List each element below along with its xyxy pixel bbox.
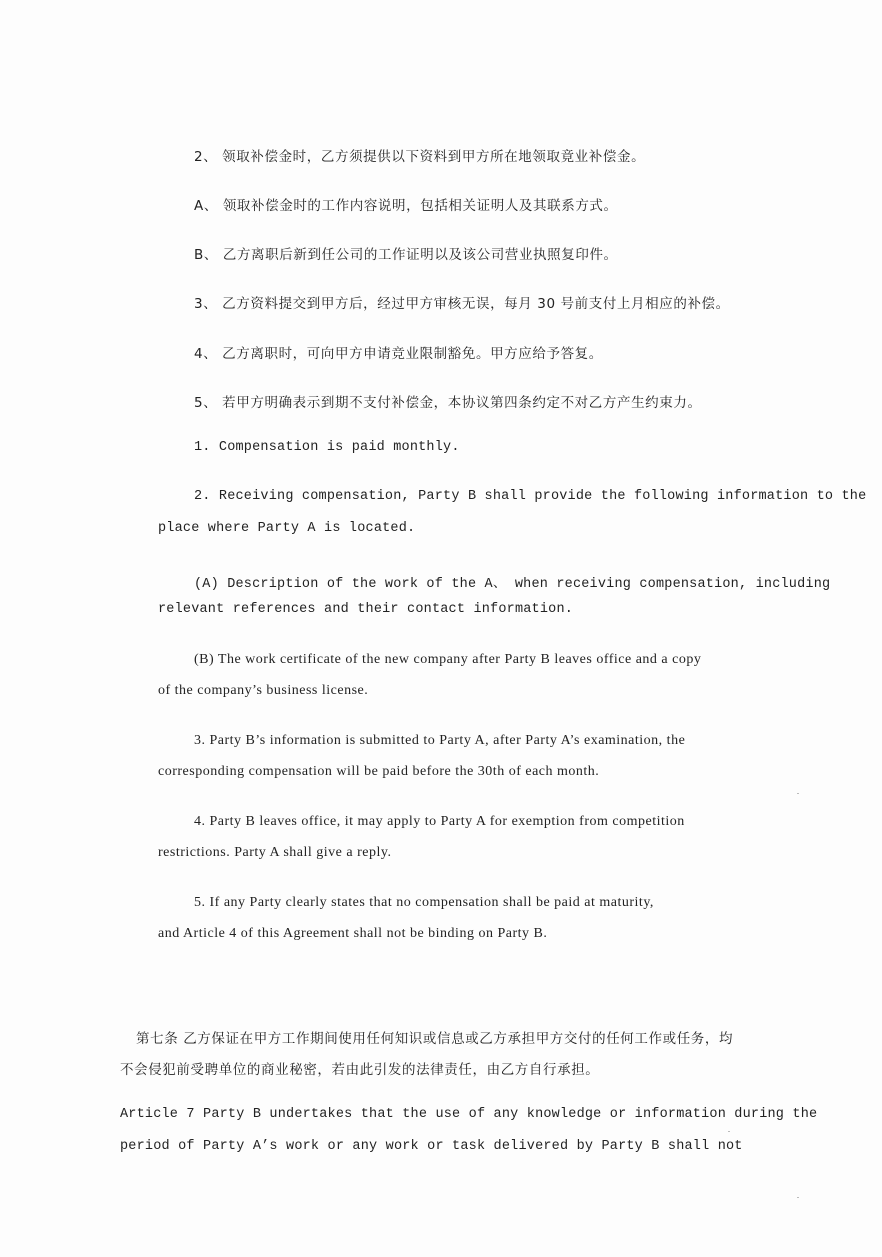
article7-cn-line2: 不会侵犯前受聘单位的商业秘密，若由此引发的法律责任，由乙方自行承担。 bbox=[120, 1062, 600, 1078]
en-item-a-line1: (A) Description of the work of the A、 when receiving compensation, including bbox=[194, 577, 831, 592]
en-item-b-line2: of the company’s business license. bbox=[158, 683, 369, 698]
cn-item-b: B、 乙方离职后新到任公司的工作证明以及该公司营业执照复印件。 bbox=[194, 247, 618, 263]
en-item-4-line2: restrictions. Party A shall give a reply. bbox=[158, 845, 392, 860]
cn-item-5: 5、 若甲方明确表示到期不支付补偿金，本协议第四条约定不对乙方产生约束力。 bbox=[194, 395, 702, 411]
en-item-3-line2: corresponding compensation will be paid before the 30th of each month. bbox=[158, 764, 600, 779]
cn-item-3: 3、 乙方资料提交到甲方后，经过甲方审核无误，每月 30 号前支付上月相应的补偿。 bbox=[194, 296, 730, 312]
en-item-3-line1: 3. Party B’s information is submitted to Party A, after Party A’s examination, the bbox=[194, 733, 686, 748]
scan-speck bbox=[797, 793, 799, 794]
cn-item-a: A、 领取补偿金时的工作内容说明，包括相关证明人及其联系方式。 bbox=[194, 198, 618, 214]
article7-cn-line1: 第七条 乙方保证在甲方工作期间使用任何知识或信息或乙方承担甲方交付的任何工作或任务，均 bbox=[136, 1031, 734, 1047]
cn-item-4: 4、 乙方离职时，可向甲方申请竞业限制豁免。甲方应给予答复。 bbox=[194, 346, 603, 362]
en-item-b-line1: (B) The work certificate of the new company after Party B leaves office and a copy bbox=[194, 652, 702, 667]
cn-item-2: 2、 领取补偿金时，乙方须提供以下资料到甲方所在地领取竟业补偿金。 bbox=[194, 149, 646, 165]
en-item-1: 1. Compensation is paid monthly. bbox=[194, 440, 460, 455]
en-item-2-line2: place where Party A is located. bbox=[158, 521, 416, 536]
en-item-2-line1: 2. Receiving compensation, Party B shall provide the following information to the bbox=[194, 489, 867, 504]
scan-speck bbox=[728, 1131, 730, 1132]
scan-speck bbox=[797, 1197, 799, 1198]
en-item-a-line2: relevant references and their contact information. bbox=[158, 602, 574, 617]
en-item-5-line2: and Article 4 of this Agreement shall not be binding on Party B. bbox=[158, 926, 548, 941]
article7-en-line2: period of Party A’s work or any work or task delivered by Party B shall not bbox=[120, 1139, 743, 1154]
article7-en-line1: Article 7 Party B undertakes that the use of any knowledge or information during the bbox=[120, 1107, 818, 1122]
en-item-4-line1: 4. Party B leaves office, it may apply to Party A for exemption from competition bbox=[194, 814, 685, 829]
en-item-5-line1: 5. If any Party clearly states that no compensation shall be paid at maturity, bbox=[194, 895, 654, 910]
